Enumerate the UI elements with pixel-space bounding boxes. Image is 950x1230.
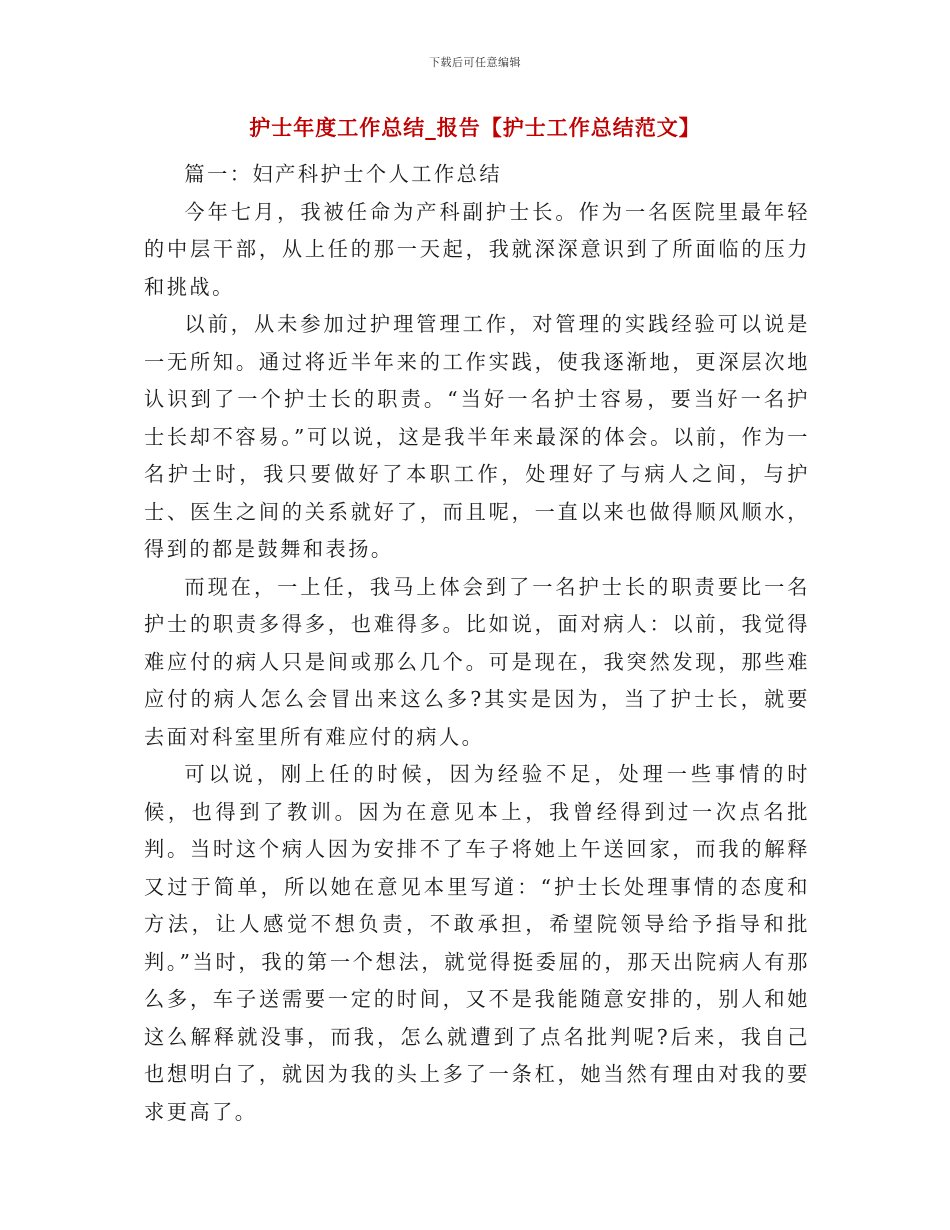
document-body bbox=[144, 156, 810, 1131]
paragraph-4: 可以说，刚上任的时候，因为经验不足，处理一些事情的时候，也得到了教训。因为在意见本上，我曾经得到过一次点名批判。当时这个病人因为安排不了车子将她上午送回家，而我的解释又过于简单，所以她在意见本里写道：“护士长处理事情的态度和方法，让人感觉不想负责，不敢承担，希望院领导给予指导和批判。”当时，我的第一个想法，就觉得挺委屈的，那天出院病人有那么多，车子送需要一定的时间，又不是我能随意安排的，别人和她这么解释就没事，而我，怎么就遭到了点名批判呢?后来，我自己也想明白了，就因为我的头上多了一条杠，她当然有理由对我的要求更高了。 bbox=[144, 762, 810, 1124]
paragraph-1: 今年七月，我被任命为产科副护士长。作为一名医院里最年轻的中层干部，从上任的那一天起，我就深深意识到了所面临的压力和挑战。 bbox=[144, 199, 810, 299]
header-note: 下载后可任意编辑 bbox=[429, 56, 521, 69]
section-heading: 篇一：妇产科护士个人工作总结 bbox=[184, 162, 503, 186]
document-title: 护士年度工作总结_报告【护士工作总结范文】 bbox=[249, 116, 701, 140]
paragraph-3: 而现在，一上任，我马上体会到了一名护士长的职责要比一名护士的职责多得多，也难得多。比如说，面对病人：以前，我觉得难应付的病人只是间或那么几个。可是现在，我突然发现，那些难应付的病人怎么会冒出来这么多?其实是因为，当了护士长，就要去面对科室里所有难应付的病人。 bbox=[144, 574, 810, 749]
paragraph-2: 以前，从未参加过护理管理工作，对管理的实践经验可以说是一无所知。通过将近半年来的工作实践，使我逐渐地，更深层次地认识到了一个护士长的职责。“当好一名护士容易，要当好一名护士长却不容易。”可以说，这是我半年来最深的体会。以前，作为一名护士时，我只要做好了本职工作，处理好了与病人之间，与护士、医生之间的关系就好了，而且呢，一直以来也做得顺风顺水，得到的都是鼓舞和表扬。 bbox=[144, 312, 810, 561]
